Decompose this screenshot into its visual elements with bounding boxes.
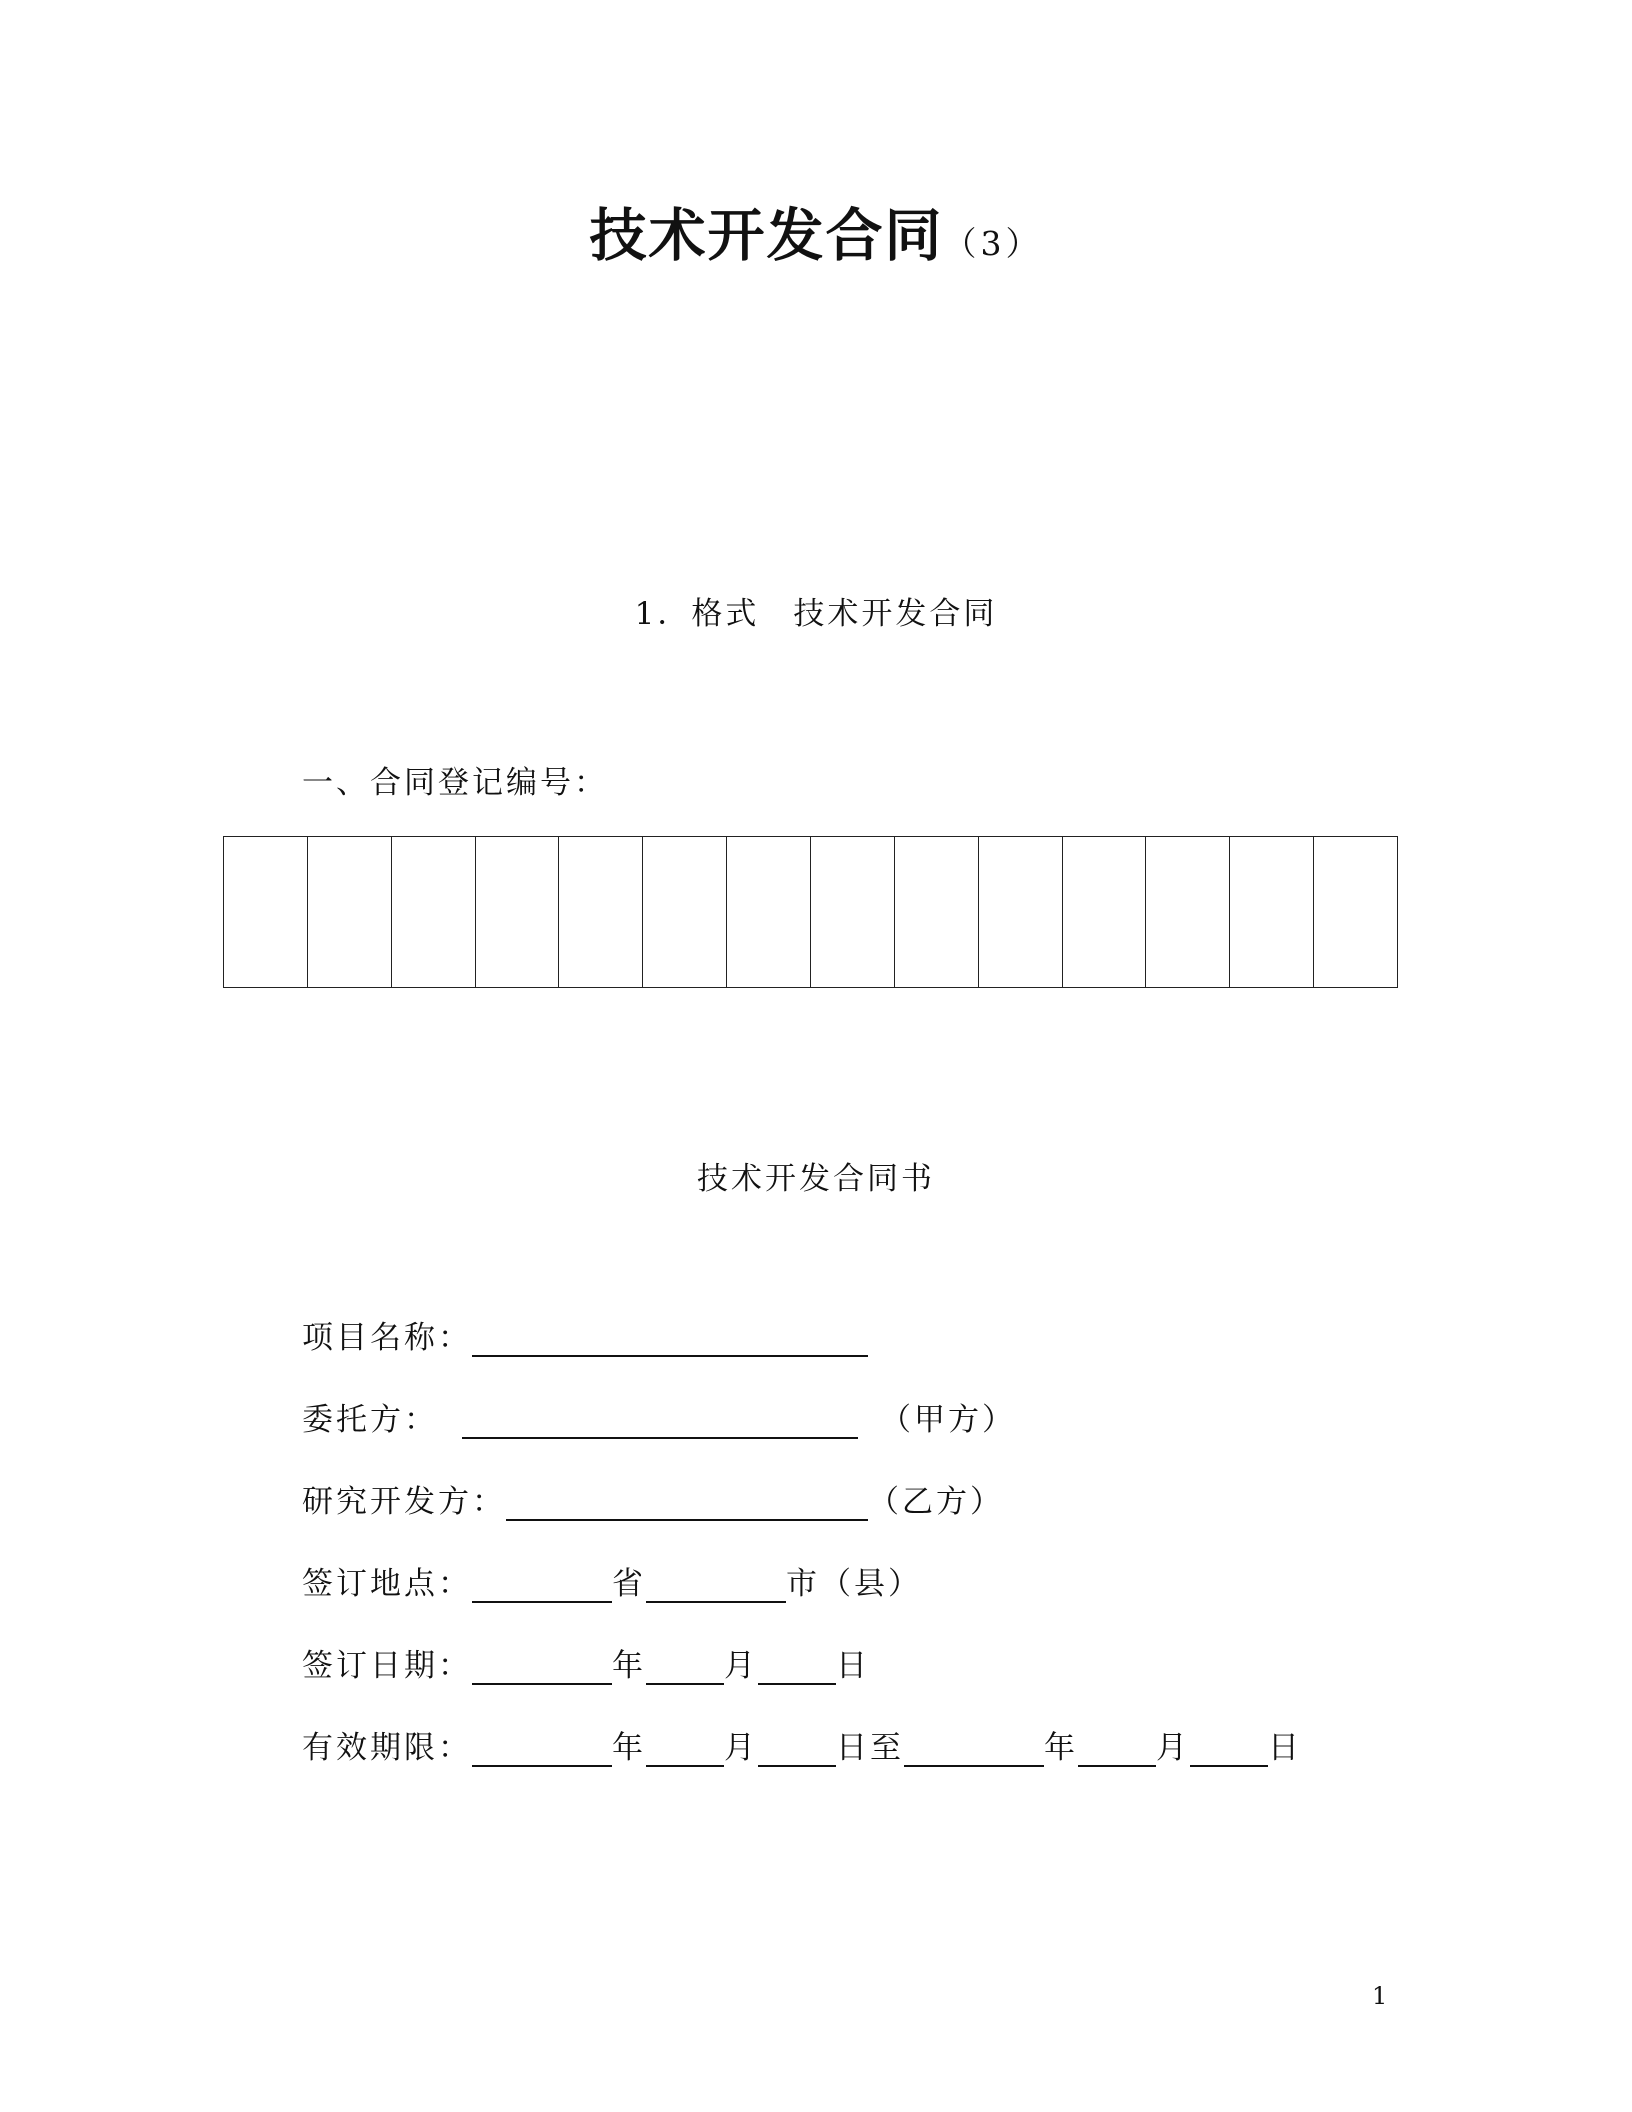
city-blank[interactable] [646, 1567, 786, 1603]
province-blank[interactable] [472, 1567, 612, 1603]
province-text: 省 [612, 1566, 646, 1602]
registration-cell[interactable] [811, 837, 895, 987]
signing-year-text: 年 [612, 1648, 646, 1684]
registration-number-grid [223, 836, 1398, 988]
validity-label: 有效期限： [302, 1730, 472, 1766]
client-row [302, 1395, 1016, 1439]
registration-cell[interactable] [476, 837, 560, 987]
format-subheading: 1．格式 技术开发合同 [634, 596, 998, 632]
registration-number-label: 一、合同登记编号： [302, 765, 608, 801]
signing-month-blank[interactable] [646, 1649, 724, 1685]
developer-blank[interactable] [506, 1485, 868, 1521]
developer-row [302, 1477, 1004, 1521]
signing-location-label: 签订地点： [302, 1566, 472, 1602]
page-number: 1 [1372, 1982, 1388, 2010]
validity-end-month-blank[interactable] [1078, 1731, 1156, 1767]
title-suffix: （3） [943, 224, 1043, 263]
validity-start-day-to-text: 日至 [836, 1730, 904, 1766]
city-text: 市（县） [786, 1566, 922, 1602]
registration-cell[interactable] [895, 837, 979, 987]
registration-cell[interactable] [224, 837, 308, 987]
developer-suffix: （乙方） [868, 1484, 1004, 1520]
validity-end-month-text: 月 [1156, 1730, 1190, 1766]
contract-book-heading: 技术开发合同书 [697, 1161, 935, 1197]
project-name-row [302, 1313, 868, 1357]
validity-start-month-blank[interactable] [646, 1731, 724, 1767]
signing-location-row [302, 1559, 922, 1603]
signing-day-blank[interactable] [758, 1649, 836, 1685]
registration-cell[interactable] [1230, 837, 1314, 987]
registration-cell[interactable] [308, 837, 392, 987]
validity-start-year-blank[interactable] [472, 1731, 612, 1767]
registration-cell[interactable] [643, 837, 727, 987]
validity-end-year-blank[interactable] [904, 1731, 1044, 1767]
signing-month-text: 月 [724, 1648, 758, 1684]
signing-day-text: 日 [836, 1648, 870, 1684]
registration-cell[interactable] [392, 837, 476, 987]
validity-period-row [302, 1723, 1302, 1767]
developer-label: 研究开发方： [302, 1484, 506, 1520]
signing-year-blank[interactable] [472, 1649, 612, 1685]
validity-start-year-text: 年 [612, 1730, 646, 1766]
document-title [0, 190, 1632, 272]
validity-end-day-text: 日 [1268, 1730, 1302, 1766]
signing-date-row [302, 1641, 870, 1685]
registration-cell[interactable] [559, 837, 643, 987]
validity-start-month-text: 月 [724, 1730, 758, 1766]
registration-cell[interactable] [1314, 837, 1397, 987]
registration-cell[interactable] [979, 837, 1063, 987]
client-blank[interactable] [462, 1403, 858, 1439]
signing-date-label: 签订日期： [302, 1648, 472, 1684]
client-suffix: （甲方） [880, 1402, 1016, 1438]
project-name-blank[interactable] [472, 1321, 868, 1357]
registration-cell[interactable] [1063, 837, 1147, 987]
validity-end-day-blank[interactable] [1190, 1731, 1268, 1767]
client-label: 委托方： [302, 1402, 438, 1438]
validity-end-year-text: 年 [1044, 1730, 1078, 1766]
validity-start-day-blank[interactable] [758, 1731, 836, 1767]
title-main: 技术开发合同 [589, 203, 944, 269]
registration-cell[interactable] [727, 837, 811, 987]
registration-cell[interactable] [1146, 837, 1230, 987]
project-name-label: 项目名称： [302, 1320, 472, 1356]
